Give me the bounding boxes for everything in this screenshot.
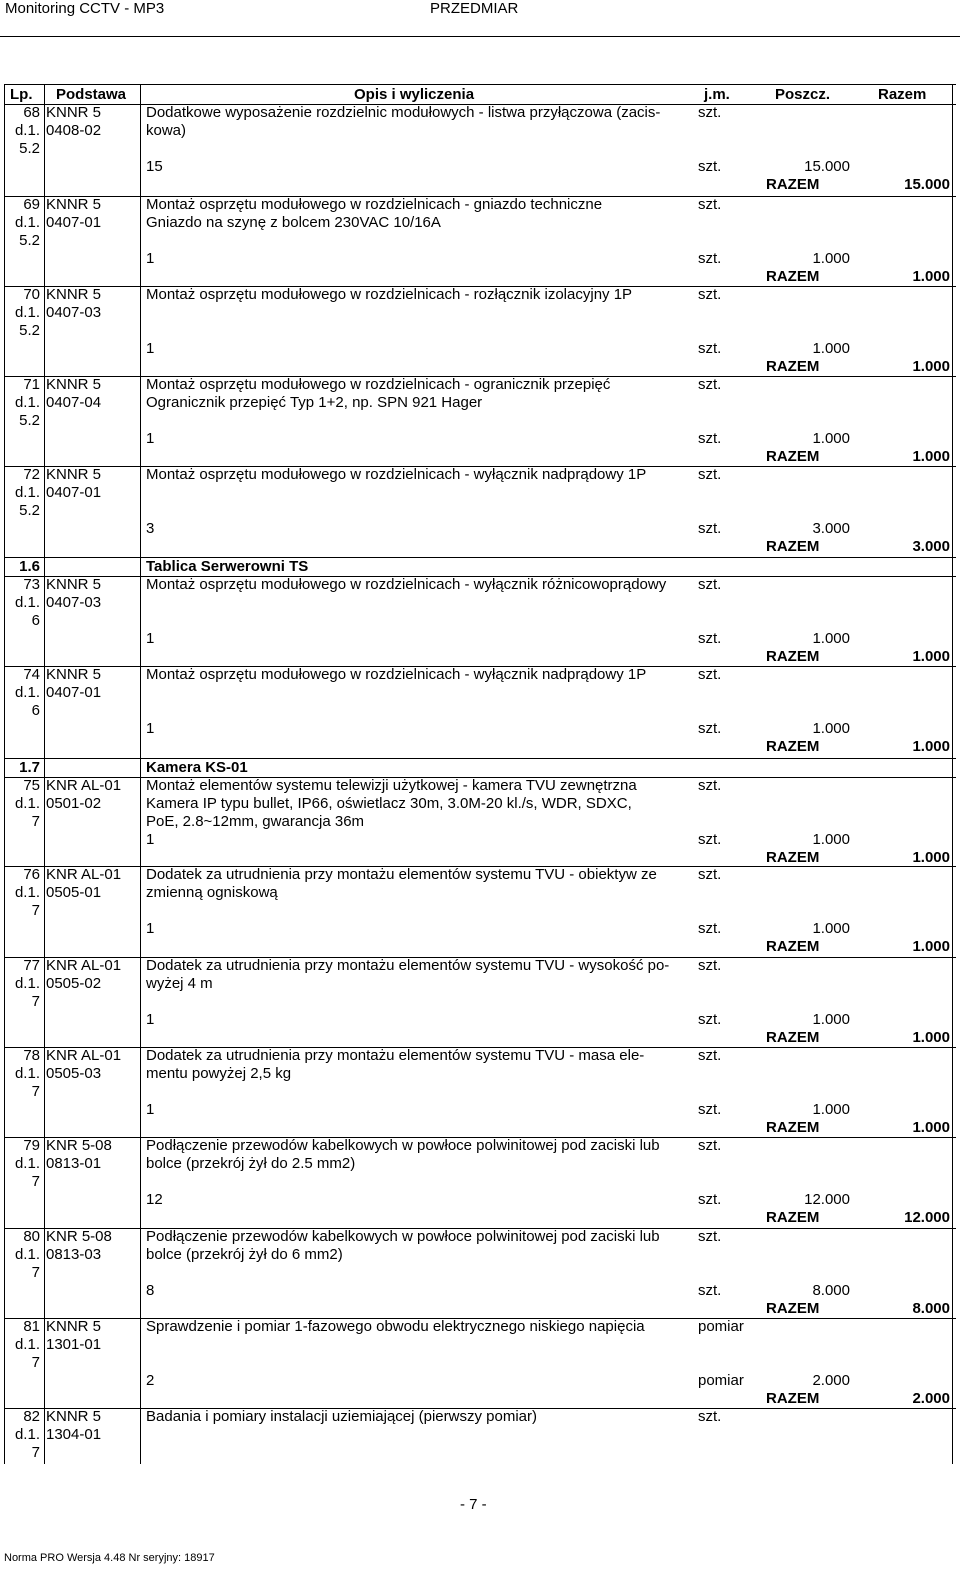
item-podstawa: KNNR 5 <box>46 576 102 593</box>
item-podstawa-code: 0407-01 <box>46 484 102 501</box>
document-type: PRZEDMIAR <box>430 0 519 17</box>
razem-label: RAZEM <box>766 849 820 866</box>
item-unit: szt. <box>698 196 722 213</box>
item-quantity-unit: szt. <box>698 430 722 447</box>
item-podstawa: KNNR 5 <box>46 666 102 683</box>
item-lp: 7 <box>31 1444 40 1461</box>
item-lp: d.1. <box>14 122 40 139</box>
item-quantity-value: 1.000 <box>812 340 850 357</box>
item-lp: 6 <box>31 612 40 629</box>
page-number: - 7 - <box>460 1496 487 1513</box>
item-quantity-unit: szt. <box>698 720 722 737</box>
item-row <box>4 1137 956 1227</box>
item-lp: 5.2 <box>19 140 40 157</box>
item-lp: 81 <box>23 1318 40 1335</box>
item-quantity-value: 1.000 <box>812 920 850 937</box>
razem-value: 1.000 <box>912 268 950 285</box>
item-lp: d.1. <box>14 1336 40 1353</box>
col-razem: Razem <box>878 86 927 103</box>
item-quantity-unit: szt. <box>698 1282 722 1299</box>
item-description: Dodatek za utrudnienia przy montażu elementów systemu TVU - obiektyw ze <box>146 866 657 883</box>
razem-label: RAZEM <box>766 176 820 193</box>
item-lp: d.1. <box>14 394 40 411</box>
item-lp: d.1. <box>14 1155 40 1172</box>
item-description: Sprawdzenie i pomiar 1-fazowego obwodu elektrycznego niskiego napięcia <box>146 1318 645 1335</box>
item-lp: 69 <box>23 196 40 213</box>
item-unit: szt. <box>698 466 722 483</box>
item-quantity: 2 <box>146 1372 155 1389</box>
razem-label: RAZEM <box>766 538 820 555</box>
item-quantity-value: 1.000 <box>812 720 850 737</box>
item-description: Montaż osprzętu modułowego w rozdzielnicach - wyłącznik różnicowoprądowy <box>146 576 667 593</box>
item-unit: szt. <box>698 286 722 303</box>
item-podstawa-code: 0813-03 <box>46 1246 102 1263</box>
item-description-line: bolce (przekrój żył do 2.5 mm2) <box>146 1155 356 1172</box>
razem-value: 1.000 <box>912 849 950 866</box>
item-podstawa-code: 0407-03 <box>46 594 102 611</box>
row-separator <box>4 957 956 958</box>
razem-label: RAZEM <box>766 1209 820 1226</box>
item-quantity-unit: szt. <box>698 520 722 537</box>
item-description: Montaż osprzętu modułowego w rozdzielnicach - wyłącznik nadprądowy 1P <box>146 666 647 683</box>
item-unit: szt. <box>698 1408 722 1425</box>
item-unit: szt. <box>698 777 722 794</box>
item-description-line: Ogranicznik przepięć Typ 1+2, np. SPN 921 Hager <box>146 394 483 411</box>
item-podstawa-code: 0505-01 <box>46 884 102 901</box>
item-description: Dodatkowe wyposażenie rozdzielnic modułowych - listwa przyłączowa (zacis- <box>146 104 661 121</box>
item-row <box>4 104 956 194</box>
item-podstawa-code: 0407-04 <box>46 394 102 411</box>
row-separator <box>4 1318 956 1319</box>
footer-text: Norma PRO Wersja 4.48 Nr seryjny: 18917 <box>4 1552 215 1564</box>
item-podstawa-code: 0408-02 <box>46 122 102 139</box>
item-lp: 72 <box>23 466 40 483</box>
section-header-title: Kamera KS-01 <box>146 759 248 776</box>
item-description: Montaż osprzętu modułowego w rozdzielnicach - ogranicznik przepięć <box>146 376 611 393</box>
item-quantity: 1 <box>146 340 155 357</box>
razem-label: RAZEM <box>766 448 820 465</box>
item-lp: 5.2 <box>19 412 40 429</box>
razem-value: 3.000 <box>912 538 950 555</box>
item-row <box>4 196 956 286</box>
item-lp: 82 <box>23 1408 40 1425</box>
item-podstawa-code: 1301-01 <box>46 1336 102 1353</box>
item-row <box>4 1228 956 1318</box>
item-quantity: 1 <box>146 920 155 937</box>
item-quantity: 1 <box>146 1101 155 1118</box>
item-description-line: mentu powyżej 2,5 kg <box>146 1065 292 1082</box>
item-quantity-unit: pomiar <box>698 1372 744 1389</box>
item-quantity: 3 <box>146 520 155 537</box>
item-podstawa-code: 0505-03 <box>46 1065 102 1082</box>
item-lp: d.1. <box>14 594 40 611</box>
table-header <box>4 84 956 105</box>
item-row <box>4 1408 956 1464</box>
item-lp: 5.2 <box>19 232 40 249</box>
item-lp: 80 <box>23 1228 40 1245</box>
item-lp: 7 <box>31 1264 40 1281</box>
item-podstawa: KNNR 5 <box>46 376 102 393</box>
item-podstawa: KNR 5-08 <box>46 1137 112 1154</box>
item-description-line: wyżej 4 m <box>146 975 213 992</box>
item-lp: 78 <box>23 1047 40 1064</box>
col-podstawa: Podstawa <box>56 86 127 103</box>
razem-label: RAZEM <box>766 648 820 665</box>
item-lp: 73 <box>23 576 40 593</box>
item-quantity-value: 3.000 <box>812 520 850 537</box>
item-podstawa-code: 1304-01 <box>46 1426 102 1443</box>
item-unit: szt. <box>698 1047 722 1064</box>
item-unit: pomiar <box>698 1318 744 1335</box>
item-lp: d.1. <box>14 684 40 701</box>
razem-value: 15.000 <box>904 176 950 193</box>
item-description-line: bolce (przekrój żył do 6 mm2) <box>146 1246 343 1263</box>
item-lp: d.1. <box>14 304 40 321</box>
row-separator <box>4 196 956 197</box>
razem-label: RAZEM <box>766 1029 820 1046</box>
razem-value: 12.000 <box>904 1209 950 1226</box>
razem-label: RAZEM <box>766 268 820 285</box>
razem-value: 2.000 <box>912 1390 950 1407</box>
item-quantity-unit: szt. <box>698 340 722 357</box>
item-quantity-value: 12.000 <box>804 1191 850 1208</box>
item-lp: 68 <box>23 104 40 121</box>
item-podstawa: KNR 5-08 <box>46 1228 112 1245</box>
razem-value: 1.000 <box>912 738 950 755</box>
razem-value: 1.000 <box>912 448 950 465</box>
section-header-number: 1.6 <box>19 558 40 575</box>
item-description: Dodatek za utrudnienia przy montażu elementów systemu TVU - masa ele- <box>146 1047 645 1064</box>
item-quantity-value: 1.000 <box>812 1101 850 1118</box>
item-description: Badania i pomiary instalacji uziemiającej (pierwszy pomiar) <box>146 1408 537 1425</box>
item-podstawa: KNNR 5 <box>46 196 102 213</box>
item-podstawa-code: 0813-01 <box>46 1155 102 1172</box>
item-quantity: 1 <box>146 720 155 737</box>
section-header-title: Tablica Serwerowni TS <box>146 558 309 575</box>
item-podstawa: KNR AL-01 <box>46 866 122 883</box>
row-separator <box>4 1228 956 1229</box>
item-description-line: kowa) <box>146 122 187 139</box>
item-lp: 7 <box>31 1354 40 1371</box>
item-podstawa-code: 0407-01 <box>46 214 102 231</box>
row-separator <box>4 1047 956 1048</box>
item-podstawa-code: 0407-03 <box>46 304 102 321</box>
razem-value: 1.000 <box>912 358 950 375</box>
item-quantity-unit: szt. <box>698 920 722 937</box>
row-separator <box>4 104 956 105</box>
item-description-line: zmienną ogniskową <box>146 884 278 901</box>
item-quantity: 8 <box>146 1282 155 1299</box>
item-podstawa: KNR AL-01 <box>46 777 122 794</box>
item-podstawa: KNNR 5 <box>46 1318 102 1335</box>
item-unit: szt. <box>698 666 722 683</box>
row-separator <box>4 466 956 467</box>
item-quantity: 12 <box>146 1191 163 1208</box>
razem-value: 1.000 <box>912 938 950 955</box>
item-quantity-unit: szt. <box>698 158 722 175</box>
item-lp: 7 <box>31 993 40 1010</box>
item-lp: 5.2 <box>19 322 40 339</box>
item-row <box>4 376 956 466</box>
item-lp: 70 <box>23 286 40 303</box>
item-description: Podłączenie przewodów kabelkowych w powłoce polwinitowej pod zaciski lub <box>146 1228 660 1245</box>
razem-label: RAZEM <box>766 1119 820 1136</box>
row-separator <box>4 376 956 377</box>
section-header <box>4 557 956 576</box>
razem-value: 1.000 <box>912 1119 950 1136</box>
col-lp: Lp. <box>10 86 33 103</box>
item-lp: d.1. <box>14 1246 40 1263</box>
razem-value: 8.000 <box>912 1300 950 1317</box>
page-header <box>0 0 960 18</box>
item-lp: 7 <box>31 813 40 830</box>
item-lp: d.1. <box>14 1065 40 1082</box>
razem-value: 1.000 <box>912 1029 950 1046</box>
item-podstawa: KNR AL-01 <box>46 957 122 974</box>
item-unit: szt. <box>698 104 722 121</box>
item-unit: szt. <box>698 1137 722 1154</box>
item-row <box>4 466 956 556</box>
item-quantity: 1 <box>146 630 155 647</box>
row-separator <box>4 777 956 778</box>
item-lp: 7 <box>31 1083 40 1100</box>
document-title: Monitoring CCTV - MP3 <box>5 0 165 17</box>
item-quantity: 15 <box>146 158 163 175</box>
item-podstawa: KNNR 5 <box>46 1408 102 1425</box>
row-separator <box>4 286 956 287</box>
item-description: Montaż osprzętu modułowego w rozdzielnicach - rozłącznik izolacyjny 1P <box>146 286 633 303</box>
item-row <box>4 777 956 867</box>
item-podstawa: KNNR 5 <box>46 466 102 483</box>
item-row <box>4 576 956 666</box>
item-quantity-value: 1.000 <box>812 1011 850 1028</box>
col-opis: Opis i wyliczenia <box>354 86 475 103</box>
item-lp: d.1. <box>14 1426 40 1443</box>
item-description-line: Gniazdo na szynę z bolcem 230VAC 10/16A <box>146 214 441 231</box>
razem-label: RAZEM <box>766 938 820 955</box>
item-podstawa: KNR AL-01 <box>46 1047 122 1064</box>
item-quantity-value: 8.000 <box>812 1282 850 1299</box>
item-lp: d.1. <box>14 795 40 812</box>
item-quantity-value: 1.000 <box>812 630 850 647</box>
item-lp: d.1. <box>14 975 40 992</box>
item-quantity-value: 1.000 <box>812 250 850 267</box>
section-header <box>4 758 956 777</box>
item-podstawa: KNNR 5 <box>46 104 102 121</box>
item-quantity-unit: szt. <box>698 1011 722 1028</box>
item-lp: d.1. <box>14 484 40 501</box>
item-description-line: PoE, 2.8~12mm, gwarancja 36m <box>146 813 365 830</box>
item-description: Dodatek za utrudnienia przy montażu elementów systemu TVU - wysokość po- <box>146 957 670 974</box>
item-description: Podłączenie przewodów kabelkowych w powłoce polwinitowej pod zaciski lub <box>146 1137 660 1154</box>
section-header-number: 1.7 <box>19 759 40 776</box>
item-row <box>4 1318 956 1408</box>
razem-label: RAZEM <box>766 1390 820 1407</box>
razem-value: 1.000 <box>912 648 950 665</box>
item-lp: 6 <box>31 702 40 719</box>
item-lp: 75 <box>23 777 40 794</box>
item-quantity: 1 <box>146 1011 155 1028</box>
razem-label: RAZEM <box>766 738 820 755</box>
row-separator <box>4 666 956 667</box>
item-unit: szt. <box>698 866 722 883</box>
row-separator <box>4 1137 956 1138</box>
item-quantity: 1 <box>146 250 155 267</box>
item-unit: szt. <box>698 576 722 593</box>
item-quantity-unit: szt. <box>698 831 722 848</box>
item-quantity-unit: szt. <box>698 1191 722 1208</box>
header-rule <box>0 36 960 37</box>
item-row <box>4 866 956 956</box>
item-row <box>4 286 956 376</box>
item-description-line: Kamera IP typu bullet, IP66, oświetlacz 30m, 3.0M-20 kl./s, WDR, SDXC, <box>146 795 632 812</box>
item-quantity: 1 <box>146 831 155 848</box>
col-jm: j.m. <box>704 86 730 103</box>
razem-label: RAZEM <box>766 358 820 375</box>
row-separator <box>4 866 956 867</box>
item-lp: 76 <box>23 866 40 883</box>
item-description: Montaż osprzętu modułowego w rozdzielnicach - gniazdo techniczne <box>146 196 603 213</box>
item-quantity-value: 2.000 <box>812 1372 850 1389</box>
item-row <box>4 1047 956 1137</box>
item-lp: 71 <box>23 376 40 393</box>
item-lp: 7 <box>31 902 40 919</box>
item-lp: 77 <box>23 957 40 974</box>
razem-label: RAZEM <box>766 1300 820 1317</box>
item-unit: szt. <box>698 376 722 393</box>
item-podstawa-code: 0501-02 <box>46 795 102 812</box>
item-row <box>4 666 956 756</box>
item-lp: d.1. <box>14 214 40 231</box>
item-lp: d.1. <box>14 884 40 901</box>
col-poszcz: Poszcz. <box>775 86 831 103</box>
item-lp: 79 <box>23 1137 40 1154</box>
item-lp: 74 <box>23 666 40 683</box>
item-lp: 7 <box>31 1173 40 1190</box>
item-podstawa-code: 0505-02 <box>46 975 102 992</box>
row-separator <box>4 576 956 577</box>
item-podstawa-code: 0407-01 <box>46 684 102 701</box>
item-podstawa: KNNR 5 <box>46 286 102 303</box>
item-quantity-value: 1.000 <box>812 430 850 447</box>
item-quantity-value: 1.000 <box>812 831 850 848</box>
item-quantity-unit: szt. <box>698 1101 722 1118</box>
item-quantity-value: 15.000 <box>804 158 850 175</box>
item-quantity: 1 <box>146 430 155 447</box>
item-unit: szt. <box>698 1228 722 1245</box>
item-quantity-unit: szt. <box>698 630 722 647</box>
item-lp: 5.2 <box>19 502 40 519</box>
item-description: Montaż elementów systemu telewizji użytkowej - kamera TVU zewnętrzna <box>146 777 637 794</box>
row-separator <box>4 1408 956 1409</box>
item-unit: szt. <box>698 957 722 974</box>
item-description: Montaż osprzętu modułowego w rozdzielnicach - wyłącznik nadprądowy 1P <box>146 466 647 483</box>
item-quantity-unit: szt. <box>698 250 722 267</box>
item-row <box>4 957 956 1047</box>
